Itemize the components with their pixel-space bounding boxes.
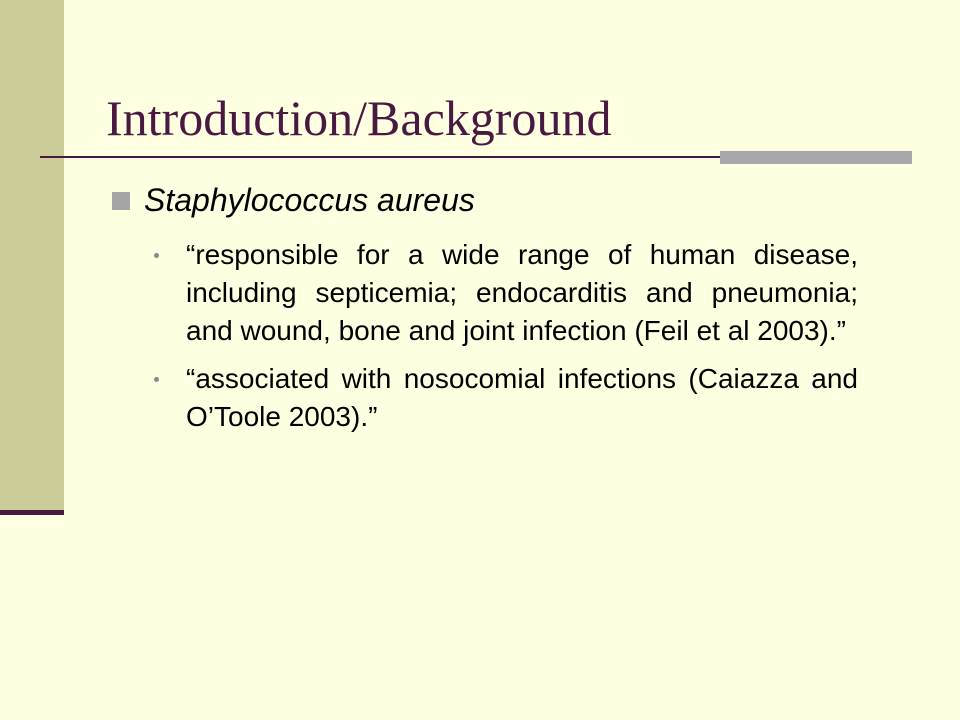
sub-bullet-text: “responsible for a wide range of human disease, including septicemia; endocarditis and pneumonia; and wound, bone and joint infection (Feil et al 2003).” xyxy=(186,239,858,346)
side-decoration-bar xyxy=(0,0,64,512)
bullet-level1 xyxy=(112,180,475,220)
side-bar-cap xyxy=(0,510,64,515)
dot-bullet-icon xyxy=(154,253,159,258)
square-bullet-icon xyxy=(112,192,130,210)
bullet-level1-text: Staphylococcus aureus xyxy=(144,182,475,218)
dot-bullet-icon xyxy=(154,377,159,382)
title-accent-bar xyxy=(720,151,912,164)
sub-bullet-list xyxy=(150,236,890,446)
slide-title: Introduction/Background xyxy=(106,90,612,146)
sub-bullet-item xyxy=(150,236,890,350)
sub-bullet-text: “associated with nosocomial infections (Caiazza and O’Toole 2003).” xyxy=(186,363,858,432)
sub-bullet-item xyxy=(150,360,890,436)
